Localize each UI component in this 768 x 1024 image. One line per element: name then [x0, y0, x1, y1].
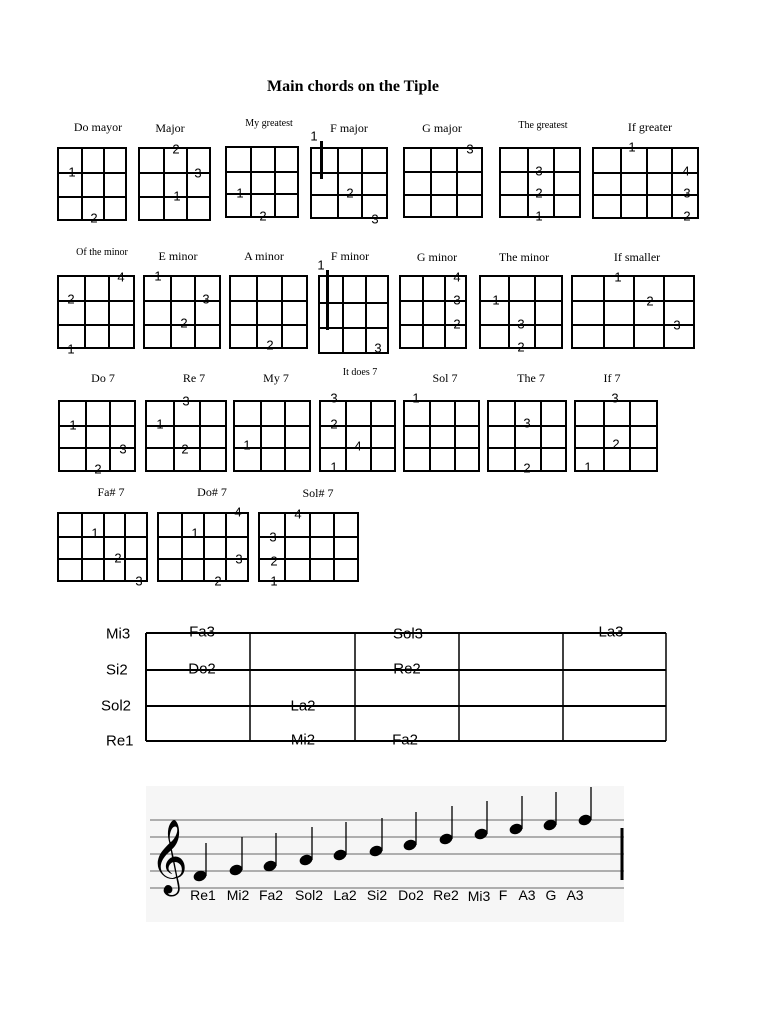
finger-number: 2	[453, 316, 461, 332]
chord-grid	[403, 147, 483, 218]
string-line	[284, 402, 286, 470]
finger-number: 1	[156, 416, 164, 432]
scale-note-label: Re2	[433, 887, 459, 903]
finger-number: 3	[371, 211, 379, 227]
chord-grid	[138, 147, 211, 221]
finger-number: 1	[154, 268, 162, 284]
string-line	[173, 402, 175, 470]
scale-note-label: Sol2	[294, 887, 324, 903]
string-line	[333, 514, 335, 580]
finger-number: 2	[181, 441, 189, 457]
string-line	[170, 277, 172, 347]
string-line	[430, 149, 432, 216]
string-line	[646, 149, 648, 217]
string-line	[342, 277, 344, 352]
string-line	[81, 149, 83, 219]
finger-number: 1	[270, 573, 278, 589]
chord-grid	[479, 275, 563, 349]
finger-number: 2	[114, 550, 122, 566]
finger-number: 2	[172, 141, 180, 157]
finger-number: 4	[294, 506, 302, 522]
finger-number: 3	[269, 529, 277, 545]
fret-note: Do2	[188, 660, 216, 678]
string-line	[527, 149, 529, 216]
finger-number: 2	[517, 339, 525, 355]
chord-grid	[233, 400, 311, 472]
finger-number: 1	[68, 164, 76, 180]
chord-grid	[143, 275, 221, 349]
string-line	[281, 277, 283, 347]
chord-name: Do 7	[91, 371, 115, 385]
finger-number: 2	[90, 210, 98, 226]
finger-number: 2	[67, 291, 75, 307]
string-line	[309, 514, 311, 580]
finger-number: 3	[202, 291, 210, 307]
fret-line	[405, 447, 478, 449]
fret-line	[405, 194, 481, 196]
finger-number: 3	[517, 316, 525, 332]
fret-line	[405, 425, 478, 427]
barre-line	[326, 270, 329, 330]
chord-name: The minor	[498, 250, 550, 264]
string-line	[454, 402, 456, 470]
string-line	[163, 149, 165, 219]
finger-number: 3	[535, 163, 543, 179]
string-line	[84, 277, 86, 347]
chord-name: F minor	[330, 249, 370, 263]
string-line	[603, 277, 605, 347]
finger-number: 1	[236, 185, 244, 201]
fret-note: Sol3	[392, 625, 424, 643]
fret-line	[489, 447, 565, 449]
fret-line	[320, 302, 387, 304]
finger-number: 4	[234, 504, 242, 520]
chord-grid	[403, 400, 480, 472]
fret-line	[573, 300, 693, 302]
finger-number: 1	[67, 341, 75, 357]
chord-name: Major	[155, 121, 185, 135]
finger-number: 3	[466, 141, 474, 157]
scale-note-label: Si2	[366, 887, 388, 903]
string-line	[81, 514, 83, 580]
finger-number: 1	[173, 188, 181, 204]
string-line	[203, 514, 205, 580]
finger-number: 1	[69, 417, 77, 433]
finger-number: 3	[235, 551, 243, 567]
chord-name: Sol 7	[432, 371, 458, 385]
string-line	[85, 402, 87, 470]
finger-number: 1	[91, 525, 99, 541]
finger-number: 2	[94, 461, 102, 477]
string-line	[181, 514, 183, 580]
chord-name: If smaller	[613, 250, 661, 264]
chord-name: E minor	[158, 249, 198, 263]
scale-note-label: La2	[333, 887, 357, 903]
finger-number: 1	[584, 459, 592, 475]
finger-number: 3	[523, 415, 531, 431]
string-line	[629, 402, 631, 470]
chord-grid	[57, 512, 148, 582]
fret-note: Fa2	[392, 731, 418, 749]
fret-line	[59, 324, 133, 326]
string-line	[553, 149, 555, 216]
chord-name: G major	[422, 121, 462, 135]
finger-number: 2	[259, 208, 267, 224]
chord-name: G minor	[416, 250, 458, 264]
string-line	[365, 277, 367, 352]
string-name: Re1	[106, 732, 134, 750]
scale-note-label: G	[545, 887, 557, 903]
chord-grid	[157, 512, 249, 582]
finger-number: 2	[612, 436, 620, 452]
string-line	[186, 149, 188, 219]
fret-note: Mi2	[290, 731, 316, 749]
finger-number: 1	[243, 437, 251, 453]
string-line	[633, 277, 635, 347]
finger-number: 4	[453, 269, 461, 285]
string-line	[225, 514, 227, 580]
chord-name: Sol# 7	[302, 486, 334, 500]
string-name: Mi3	[106, 625, 131, 643]
string-line	[540, 402, 542, 470]
chord-grid	[225, 146, 299, 218]
finger-number: 2	[330, 416, 338, 432]
scale-note-label: Fa2	[258, 887, 284, 903]
string-line	[663, 277, 665, 347]
chord-name: Do# 7	[197, 485, 227, 499]
chord-name: If 7	[603, 371, 621, 385]
fret-note: Re2	[393, 660, 421, 678]
chord-grid	[399, 275, 467, 349]
finger-number: 3	[119, 441, 127, 457]
treble-clef-icon: 𝄞	[150, 820, 188, 894]
finger-number: 1	[191, 525, 199, 541]
finger-number: 2	[523, 460, 531, 476]
chord-name: The greatest	[518, 120, 568, 131]
string-line	[274, 148, 276, 216]
fret-line	[227, 171, 297, 173]
finger-number: 3	[182, 393, 190, 409]
finger-number: 3	[673, 317, 681, 333]
finger-number: 3	[611, 390, 619, 406]
fret-line	[231, 300, 306, 302]
barre-line	[320, 141, 323, 179]
finger-number: 1	[310, 128, 318, 144]
string-line	[422, 277, 424, 347]
finger-number: 1	[330, 459, 338, 475]
finger-number: 1	[412, 390, 420, 406]
string-line	[456, 149, 458, 216]
page-title: Main chords on the Tiple	[267, 78, 439, 95]
string-line	[103, 149, 105, 219]
finger-number: 4	[354, 438, 362, 454]
fret-line	[594, 194, 697, 196]
fret-note: La3	[598, 623, 624, 641]
string-name: Sol2	[101, 697, 132, 715]
fret-note: Fa3	[189, 623, 215, 641]
string-line	[444, 277, 446, 347]
string-line	[284, 514, 286, 580]
finger-number: 2	[214, 573, 222, 589]
scale-note-label: A3	[566, 887, 584, 903]
chord-name: My greatest	[245, 118, 293, 129]
chord-name: Fa# 7	[97, 485, 125, 499]
chord-grid	[258, 512, 359, 582]
fret-line	[320, 327, 387, 329]
finger-number: 3	[194, 165, 202, 181]
finger-number: 4	[682, 163, 690, 179]
fret-line	[159, 558, 247, 560]
string-line	[109, 402, 111, 470]
string-line	[370, 402, 372, 470]
fret-note: La2	[290, 697, 316, 715]
chord-name: Do mayor	[73, 120, 123, 134]
chord-name: It does 7	[342, 367, 378, 378]
fret-line	[159, 536, 247, 538]
chord-grid	[571, 275, 695, 349]
finger-number: 3	[330, 390, 338, 406]
scale-note-label: Re1	[190, 887, 216, 903]
string-line	[337, 149, 339, 217]
fret-line	[576, 425, 656, 427]
finger-number: 3	[135, 573, 143, 589]
fret-line	[59, 536, 146, 538]
string-line	[671, 149, 673, 217]
fret-line	[59, 558, 146, 560]
string-line	[603, 402, 605, 470]
string-line	[514, 402, 516, 470]
fret-line	[235, 425, 309, 427]
finger-number: 2	[535, 185, 543, 201]
chord-name: A minor	[244, 249, 284, 263]
string-line	[103, 514, 105, 580]
fret-line	[405, 171, 481, 173]
chord-grid	[57, 275, 135, 349]
scale-note-label: Mi3	[467, 888, 491, 904]
string-line	[429, 402, 431, 470]
finger-number: 1	[628, 139, 636, 155]
string-line	[108, 277, 110, 347]
chord-name: If greater	[627, 120, 673, 134]
finger-number: 4	[117, 269, 125, 285]
scale-note-label: Mi2	[226, 887, 250, 903]
string-name: Si2	[106, 661, 128, 679]
finger-number: 1	[492, 292, 500, 308]
finger-number: 3	[453, 292, 461, 308]
chord-name: The 7	[517, 371, 545, 385]
finger-number: 1	[614, 269, 622, 285]
chord-grid	[499, 147, 581, 218]
chord-grid	[145, 400, 227, 472]
chord-name: Of the minor	[76, 247, 128, 258]
fret-line	[312, 172, 386, 174]
scale-note-label: F	[498, 887, 508, 903]
fret-line	[231, 324, 306, 326]
string-line	[508, 277, 510, 347]
string-line	[345, 402, 347, 470]
chord-name: Re 7	[182, 371, 206, 385]
string-line	[256, 277, 258, 347]
string-line	[534, 277, 536, 347]
scale-note-label: A3	[518, 887, 536, 903]
finger-number: 2	[180, 315, 188, 331]
finger-number: 3	[374, 340, 382, 356]
string-line	[361, 149, 363, 217]
finger-number: 1	[317, 257, 325, 273]
string-line	[260, 402, 262, 470]
string-line	[250, 148, 252, 216]
finger-number: 2	[270, 553, 278, 569]
chord-name: My 7	[263, 371, 289, 385]
scale-note-label: Do2	[398, 887, 424, 903]
chord-name: F major	[330, 121, 368, 135]
finger-number: 2	[646, 293, 654, 309]
string-line	[199, 402, 201, 470]
string-line	[194, 277, 196, 347]
string-line	[124, 514, 126, 580]
finger-number: 1	[535, 208, 543, 224]
finger-number: 2	[683, 208, 691, 224]
finger-number: 2	[266, 337, 274, 353]
string-line	[620, 149, 622, 217]
finger-number: 3	[683, 185, 691, 201]
fret-line	[59, 196, 125, 198]
finger-number: 2	[346, 185, 354, 201]
